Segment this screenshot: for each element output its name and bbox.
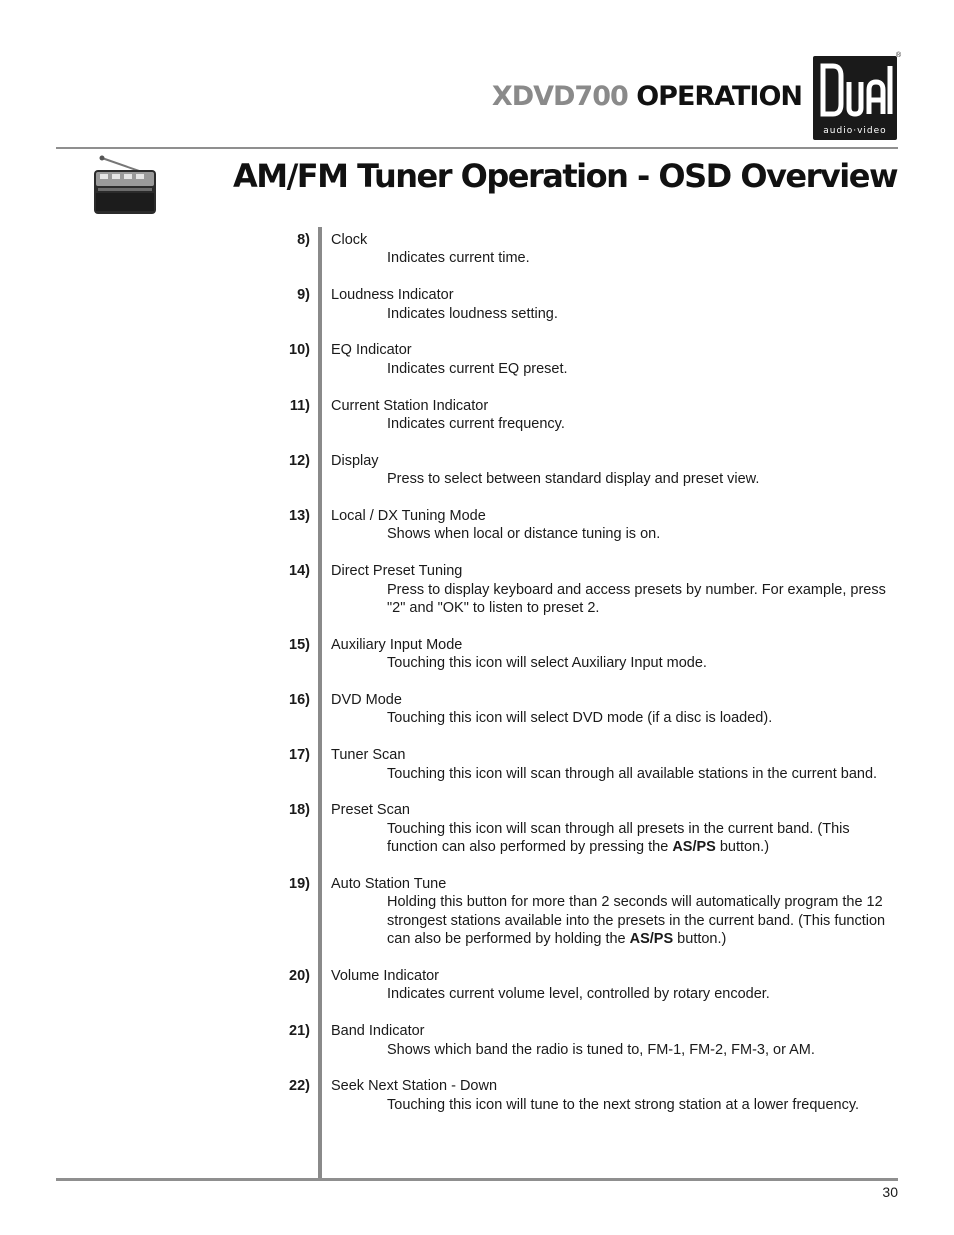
item-number: 13) [289, 508, 310, 525]
item-description [387, 820, 887, 857]
item-title: Local / DX Tuning Mode [331, 508, 486, 525]
item-description-tail: button.) [673, 931, 727, 948]
item-description: Press to select between standard display and preset view. [387, 471, 760, 488]
item-number: 18) [289, 802, 310, 819]
logo-subtext: audio·video [823, 126, 887, 136]
list-item [0, 452, 954, 489]
list-item [0, 507, 954, 544]
item-description-text: Touching this icon will scan through all presets in the current band. (This function can also performed by pressing the [387, 820, 850, 856]
item-title: Auto Station Tune [331, 876, 447, 893]
list-item [0, 341, 954, 378]
item-number: 20) [289, 968, 310, 985]
item-number: 17) [289, 747, 310, 764]
item-title: Clock [331, 232, 368, 248]
item-number: 21) [289, 1023, 310, 1040]
item-title: Volume Indicator [331, 968, 440, 985]
dual-logo-mark [813, 56, 897, 124]
item-title: Current Station Indicator [331, 397, 489, 414]
item-title: DVD Mode [331, 692, 402, 709]
list-item [0, 746, 954, 783]
list-item [0, 636, 954, 673]
item-number: 11) [289, 397, 310, 414]
header-section: OPERATION [636, 81, 802, 112]
list-item [0, 801, 954, 856]
page-title: AM/FM Tuner Operation - OSD Overview [232, 157, 897, 195]
item-description: Touching this icon will tune to the next strong station at a lower frequency. [387, 1096, 860, 1113]
item-description: Indicates current EQ preset. [387, 360, 568, 377]
list-item [0, 397, 954, 434]
list-item [0, 562, 954, 617]
button-name-as-ps: AS/PS [629, 931, 674, 948]
header-model: XDVD700 [491, 81, 628, 112]
item-number: 14) [289, 563, 310, 580]
item-title: Direct Preset Tuning [331, 563, 463, 580]
item-number: 16) [289, 692, 310, 709]
item-number: 10) [289, 342, 310, 359]
list-item [0, 967, 954, 1004]
item-description-tail: button.) [715, 839, 770, 856]
item-number: 12) [289, 452, 310, 469]
item-number: 22) [289, 1078, 310, 1095]
item-list [0, 231, 954, 1133]
item-description: Shows when local or distance tuning is on. [387, 526, 661, 543]
item-title: Band Indicator [331, 1023, 425, 1040]
item-title: Preset Scan [331, 802, 410, 819]
list-item [0, 1077, 954, 1114]
list-item [0, 691, 954, 728]
item-title: Loudness Indicator [331, 287, 454, 304]
list-item [0, 286, 954, 323]
list-item [0, 875, 954, 949]
item-title: EQ Indicator [331, 342, 412, 359]
item-description: Shows which band the radio is tuned to, FM-1, FM-2, FM-3, or AM. [387, 1041, 815, 1058]
item-description: Indicates current time. [387, 250, 530, 267]
item-description: Press to display keyboard and access presets by number. For example, press "2" and "OK" to listen to preset 2. [387, 581, 886, 617]
dual-logo [813, 56, 897, 140]
item-number: 15) [289, 636, 310, 653]
item-title: Display [331, 452, 379, 469]
radio-icon [90, 152, 160, 218]
item-description: Touching this icon will scan through all available stations in the current band. [387, 765, 878, 782]
header-title [492, 80, 802, 114]
top-divider [56, 147, 898, 149]
item-description: Touching this icon will select DVD mode (if a disc is loaded). [387, 710, 773, 727]
item-title: Tuner Scan [331, 747, 406, 764]
registered-mark: ® [896, 52, 902, 59]
item-title: Seek Next Station - Down [331, 1078, 498, 1095]
list-item [0, 231, 954, 268]
item-description-text: Holding this button for more than 2 seconds will automatically program the 12 strongest stations available into the presets in the current band. (This function can also be performed by holding the [387, 894, 886, 948]
bottom-divider [56, 1178, 898, 1181]
item-number: 19) [289, 876, 310, 893]
page-number: 30 [882, 1184, 898, 1200]
list-item [0, 1022, 954, 1059]
item-number: 8) [297, 232, 310, 248]
item-number: 9) [297, 287, 310, 304]
item-description: Indicates current frequency. [387, 416, 565, 433]
item-title: Auxiliary Input Mode [331, 636, 463, 653]
button-name-as-ps: AS/PS [672, 839, 716, 856]
item-description: Indicates loudness setting. [387, 305, 558, 322]
item-description: Touching this icon will select Auxiliary Input mode. [387, 655, 707, 672]
item-description: Indicates current volume level, controlled by rotary encoder. [387, 986, 770, 1003]
item-description [387, 893, 887, 948]
